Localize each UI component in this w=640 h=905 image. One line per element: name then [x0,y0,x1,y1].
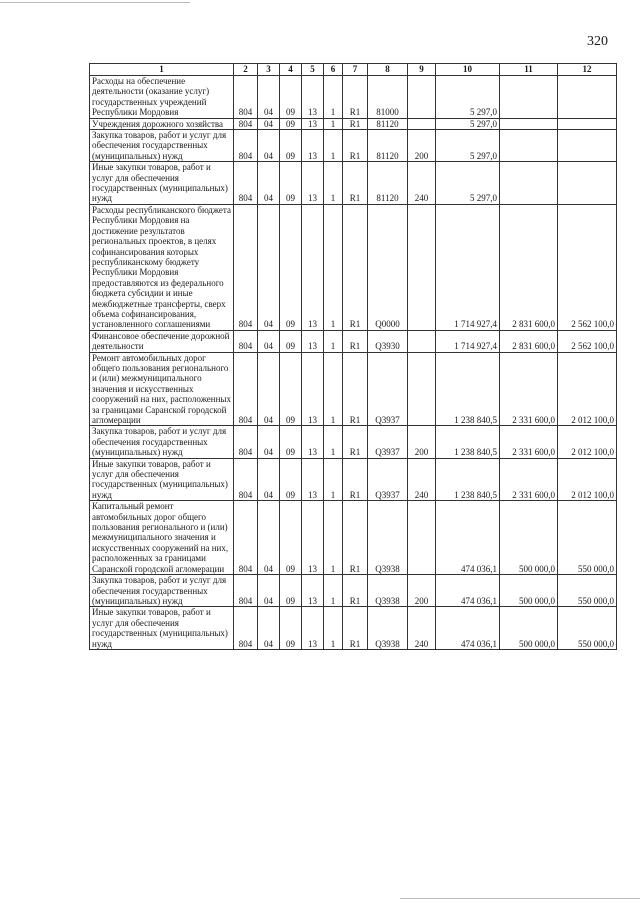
table-row [90,118,617,129]
expense-type-cell: 240 [408,458,436,501]
amount-year1-cell: 1 714 927,4 [436,204,500,330]
amount-year3-cell [558,130,617,162]
amount-year2-cell: 500 000,0 [500,607,558,650]
table-row [90,330,617,352]
table-row [90,575,617,607]
program-cell: 13 [302,501,324,575]
code-cell: 804 [234,162,258,205]
project-cell: R1 [343,162,368,205]
subprogram-cell: 1 [324,76,343,119]
col-header: 1 [90,64,234,76]
section-cell: 04 [258,330,280,352]
section-cell: 04 [258,130,280,162]
code-cell: 804 [234,330,258,352]
subprogram-cell: 1 [324,330,343,352]
amount-year1-cell: 5 297,0 [436,76,500,119]
expense-type-cell: 240 [408,162,436,205]
amount-year3-cell [558,162,617,205]
code-cell: 804 [234,118,258,129]
amount-year1-cell: 474 036,1 [436,607,500,650]
table-row [90,76,617,119]
section-cell: 04 [258,76,280,119]
program-cell: 13 [302,76,324,119]
target-cell: Q0000 [368,204,408,330]
project-cell: R1 [343,76,368,119]
amount-year3-cell: 550 000,0 [558,501,617,575]
project-cell: R1 [343,204,368,330]
row-name-cell: Расходы республиканского бюджета Республики Мордовия на достижение результатов региональных проектов, в целях софинансирования которых республиканскому бюджету Республики Мордовия предоставляются из федерального бюджета субсидии и иные межбюджетные трансферты, сверх объема софинансирования, установленного соглашениями [90,204,234,330]
row-name-cell: Расходы на обеспечение деятельности (оказание услуг) государственных учреждений Республики Мордовия [90,76,234,119]
top-rule [0,2,190,3]
amount-year3-cell: 550 000,0 [558,607,617,650]
amount-year3-cell: 2 562 100,0 [558,330,617,352]
col-header: 5 [302,64,324,76]
col-header: 4 [280,64,302,76]
amount-year1-cell: 474 036,1 [436,575,500,607]
code-cell: 804 [234,426,258,458]
subsection-cell: 09 [280,162,302,205]
col-header: 3 [258,64,280,76]
section-cell: 04 [258,426,280,458]
row-name-cell: Иные закупки товаров, работ и услуг для обеспечения государственных (муниципальных) нужд [90,162,234,205]
section-cell: 04 [258,458,280,501]
project-cell: R1 [343,501,368,575]
col-header: 8 [368,64,408,76]
target-cell: 81120 [368,162,408,205]
subprogram-cell: 1 [324,118,343,129]
subsection-cell: 09 [280,204,302,330]
program-cell: 13 [302,130,324,162]
expense-type-cell: 200 [408,130,436,162]
table-row [90,162,617,205]
amount-year2-cell: 2 831 600,0 [500,204,558,330]
row-name-cell: Закупка товаров, работ и услуг для обеспечения государственных (муниципальных) нужд [90,426,234,458]
section-cell: 04 [258,352,280,426]
table-row [90,204,617,330]
page-number: 320 [587,34,608,49]
table-row [90,458,617,501]
subsection-cell: 09 [280,501,302,575]
project-cell: R1 [343,330,368,352]
amount-year2-cell [500,162,558,205]
target-cell: Q3938 [368,575,408,607]
amount-year1-cell: 1 714 927,4 [436,330,500,352]
program-cell: 13 [302,458,324,501]
col-header: 7 [343,64,368,76]
section-cell: 04 [258,575,280,607]
col-header: 12 [558,64,617,76]
amount-year3-cell [558,118,617,129]
code-cell: 804 [234,352,258,426]
section-cell: 04 [258,118,280,129]
subprogram-cell: 1 [324,426,343,458]
subsection-cell: 09 [280,575,302,607]
program-cell: 13 [302,204,324,330]
row-name-cell: Иные закупки товаров, работ и услуг для обеспечения государственных (муниципальных) нужд [90,458,234,501]
row-name-cell: Закупка товаров, работ и услуг для обеспечения государственных (муниципальных) нужд [90,130,234,162]
program-cell: 13 [302,607,324,650]
amount-year1-cell: 474 036,1 [436,501,500,575]
subprogram-cell: 1 [324,607,343,650]
expense-type-cell: 200 [408,575,436,607]
amount-year2-cell [500,118,558,129]
expense-type-cell [408,204,436,330]
project-cell: R1 [343,118,368,129]
program-cell: 13 [302,162,324,205]
target-cell: Q3938 [368,607,408,650]
section-cell: 04 [258,162,280,205]
table-row [90,501,617,575]
amount-year1-cell: 1 238 840,5 [436,458,500,501]
amount-year3-cell: 2 562 100,0 [558,204,617,330]
subsection-cell: 09 [280,330,302,352]
project-cell: R1 [343,575,368,607]
subprogram-cell: 1 [324,575,343,607]
program-cell: 13 [302,352,324,426]
amount-year1-cell: 1 238 840,5 [436,352,500,426]
subsection-cell: 09 [280,352,302,426]
amount-year1-cell: 5 297,0 [436,162,500,205]
section-cell: 04 [258,204,280,330]
subprogram-cell: 1 [324,458,343,501]
target-cell: Q3938 [368,501,408,575]
target-cell: Q3937 [368,458,408,501]
col-header: 11 [500,64,558,76]
expense-type-cell [408,501,436,575]
amount-year3-cell: 2 012 100,0 [558,458,617,501]
subsection-cell: 09 [280,426,302,458]
subprogram-cell: 1 [324,501,343,575]
target-cell: 81120 [368,130,408,162]
code-cell: 804 [234,501,258,575]
program-cell: 13 [302,426,324,458]
subsection-cell: 09 [280,118,302,129]
table-row [90,130,617,162]
amount-year3-cell: 2 012 100,0 [558,426,617,458]
table-row [90,607,617,650]
header-row [90,64,617,76]
amount-year2-cell [500,130,558,162]
subprogram-cell: 1 [324,352,343,426]
target-cell: 81000 [368,76,408,119]
code-cell: 804 [234,575,258,607]
code-cell: 804 [234,607,258,650]
row-name-cell: Иные закупки товаров, работ и услуг для обеспечения государственных (муниципальных) нужд [90,607,234,650]
subsection-cell: 09 [280,458,302,501]
amount-year1-cell: 5 297,0 [436,130,500,162]
amount-year2-cell: 2 331 600,0 [500,426,558,458]
expense-type-cell [408,76,436,119]
program-cell: 13 [302,118,324,129]
code-cell: 804 [234,458,258,501]
expense-type-cell [408,118,436,129]
col-header: 10 [436,64,500,76]
project-cell: R1 [343,130,368,162]
amount-year2-cell: 2 331 600,0 [500,458,558,501]
table-row [90,352,617,426]
expense-type-cell [408,330,436,352]
project-cell: R1 [343,607,368,650]
subsection-cell: 09 [280,130,302,162]
section-cell: 04 [258,501,280,575]
subprogram-cell: 1 [324,162,343,205]
program-cell: 13 [302,330,324,352]
subprogram-cell: 1 [324,130,343,162]
target-cell: Q3937 [368,352,408,426]
amount-year2-cell: 500 000,0 [500,501,558,575]
code-cell: 804 [234,130,258,162]
subprogram-cell: 1 [324,204,343,330]
amount-year3-cell: 2 012 100,0 [558,352,617,426]
target-cell: Q3930 [368,330,408,352]
row-name-cell: Учреждения дорожного хозяйства [90,118,234,129]
amount-year2-cell: 2 331 600,0 [500,352,558,426]
table-row [90,426,617,458]
bottom-rule [400,898,640,899]
amount-year2-cell: 500 000,0 [500,575,558,607]
col-header: 2 [234,64,258,76]
subsection-cell: 09 [280,76,302,119]
code-cell: 804 [234,204,258,330]
amount-year1-cell: 5 297,0 [436,118,500,129]
amount-year3-cell: 550 000,0 [558,575,617,607]
col-header: 6 [324,64,343,76]
expense-type-cell [408,352,436,426]
row-name-cell: Закупка товаров, работ и услуг для обеспечения государственных (муниципальных) нужд [90,575,234,607]
amount-year1-cell: 1 238 840,5 [436,426,500,458]
row-name-cell: Финансовое обеспечение дорожной деятельности [90,330,234,352]
target-cell: 81120 [368,118,408,129]
row-name-cell: Капитальный ремонт автомобильных дорог общего пользования регионального и (или) межмуниципального значения и искусственных сооружений на них, расположенных за границами Саранской городской агломерации [90,501,234,575]
section-cell: 04 [258,607,280,650]
row-name-cell: Ремонт автомобильных дорог общего пользования регионального и (или) межмуниципального значения и искусственных сооружений на них, расположенных за границами Саранской городской агломерации [90,352,234,426]
subsection-cell: 09 [280,607,302,650]
project-cell: R1 [343,426,368,458]
target-cell: Q3937 [368,426,408,458]
amount-year3-cell [558,76,617,119]
program-cell: 13 [302,575,324,607]
amount-year2-cell [500,76,558,119]
project-cell: R1 [343,352,368,426]
budget-table [89,63,617,650]
col-header: 9 [408,64,436,76]
expense-type-cell: 240 [408,607,436,650]
project-cell: R1 [343,458,368,501]
expense-type-cell: 200 [408,426,436,458]
amount-year2-cell: 2 831 600,0 [500,330,558,352]
code-cell: 804 [234,76,258,119]
